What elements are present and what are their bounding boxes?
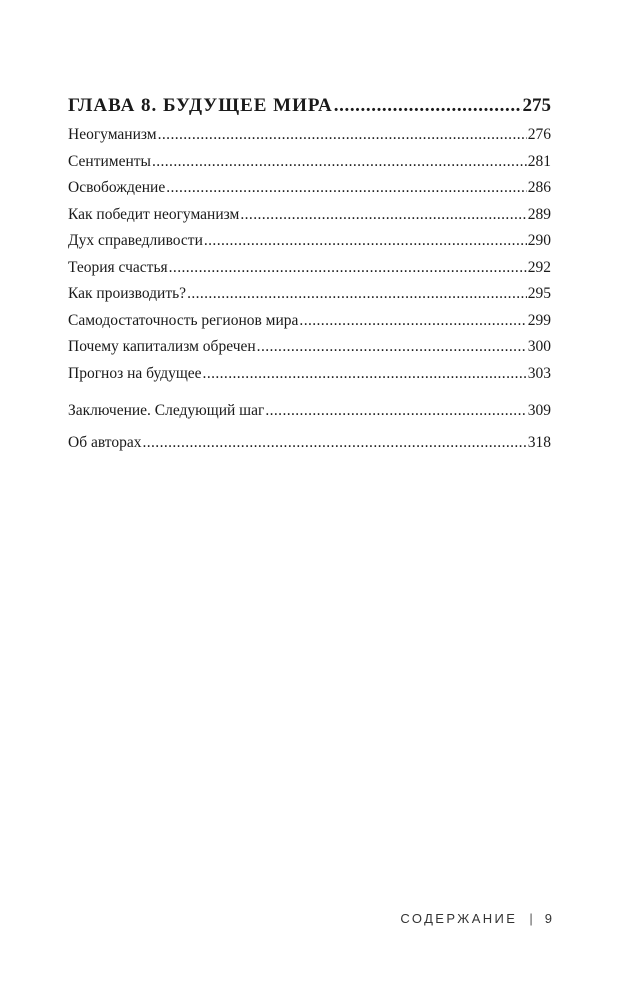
toc-back-matter-entry (68, 430, 551, 457)
footer-page-number: 9 (544, 911, 552, 926)
toc-entry-title: Теория счастья (68, 258, 168, 276)
toc-entry-title: Сентименты (68, 152, 151, 170)
toc-entry (68, 361, 551, 388)
toc-entry-title: Как победит неогуманизм (68, 205, 240, 223)
toc-entry-page: 299 (527, 311, 551, 329)
toc-chapter-page: 275 (522, 95, 551, 116)
toc-back-matter-entry (68, 398, 551, 425)
footer-section-title: СОДЕРЖАНИЕ (400, 911, 518, 926)
toc-entry-page: 276 (527, 126, 551, 143)
dot-leader (142, 430, 526, 457)
toc-entry-title: Заключение. Следующий шаг (68, 402, 265, 419)
toc-entry-page: 309 (527, 402, 551, 419)
toc-entry-page: 295 (527, 285, 551, 302)
dot-leader (169, 255, 527, 282)
toc-entry (68, 308, 551, 335)
dot-leader (334, 91, 522, 121)
footer-separator: | (529, 911, 533, 926)
toc-entry-title: Самодостаточность регионов мира (68, 311, 299, 329)
toc-entry-title: Об авторах (68, 433, 142, 451)
toc-entry (68, 122, 551, 149)
toc-entry-page: 289 (527, 205, 551, 223)
dot-leader (166, 175, 527, 202)
dot-leader (204, 228, 527, 255)
dot-leader (257, 334, 527, 361)
dot-leader (203, 361, 527, 388)
toc-entry-title: Дух справедливости (68, 232, 203, 249)
toc-entry-page: 303 (527, 364, 551, 382)
toc-entry (68, 175, 551, 202)
running-footer (400, 911, 552, 926)
toc-entry (68, 228, 551, 255)
toc-entry-title: Неогуманизм (68, 126, 157, 143)
dot-leader (240, 202, 526, 229)
toc-entry (68, 149, 551, 176)
dot-leader (158, 122, 527, 149)
toc-entry-page: 292 (527, 258, 551, 276)
toc-entry-title: Почему капитализм обречен (68, 338, 256, 355)
dot-leader (265, 398, 526, 425)
toc-entry (68, 255, 551, 282)
toc-entry-page: 318 (527, 433, 551, 451)
toc-entry (68, 281, 551, 308)
dot-leader (299, 308, 526, 335)
table-of-contents (68, 91, 551, 456)
toc-chapter-title: ГЛАВА 8. БУДУЩЕЕ МИРА (68, 95, 333, 116)
dot-leader (187, 281, 527, 308)
toc-entry-page: 300 (527, 338, 551, 355)
toc-entry-page: 286 (527, 179, 551, 196)
toc-entry-title: Освобождение (68, 179, 166, 196)
toc-chapter-heading (68, 91, 551, 121)
toc-entry-page: 290 (527, 232, 551, 249)
dot-leader (152, 149, 527, 176)
toc-entry-page: 281 (527, 152, 551, 170)
toc-entry-title: Как производить? (68, 285, 187, 302)
toc-entry (68, 202, 551, 229)
toc-entry (68, 334, 551, 361)
toc-entry-title: Прогноз на будущее (68, 364, 202, 382)
